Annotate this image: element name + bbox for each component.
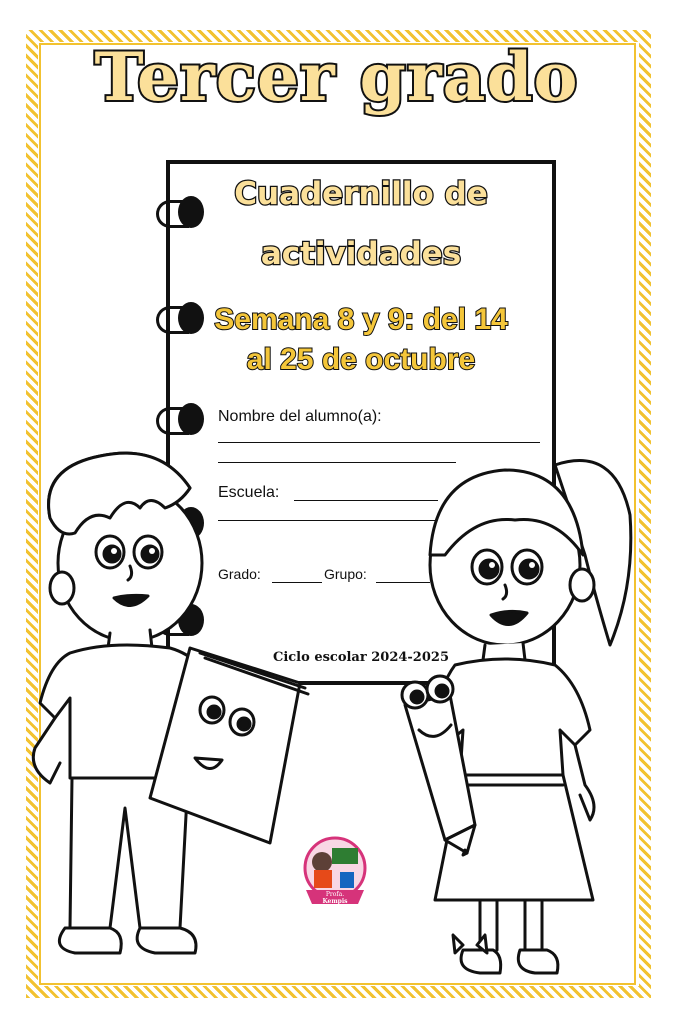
group-label: Grupo: [324, 566, 367, 582]
student-name-label: Nombre del alumno(a): [218, 408, 382, 425]
school-label: Escuela: [218, 484, 280, 501]
girl-illustration [385, 445, 645, 980]
student-name-line-1[interactable] [218, 442, 540, 443]
week-line2: al 25 de octubre [246, 343, 476, 376]
spiral-ring-1 [156, 196, 216, 230]
notebook-title-line2: actividades [260, 236, 462, 272]
spiral-ring-2 [156, 302, 216, 336]
boy-illustration [30, 448, 310, 978]
logo-line1: Profa. [325, 891, 345, 898]
school-cycle: Ciclo escolar 2024-2025 [272, 650, 449, 665]
week-line1: Semana 8 y 9: del 14 [214, 303, 508, 336]
logo-line2: Kempis [322, 898, 348, 905]
page-title: Tercer grado [94, 38, 579, 116]
notebook-title-line1: Cuadernillo de [234, 176, 488, 212]
spiral-ring-3 [156, 403, 216, 437]
grade-label: Grado: [218, 566, 261, 582]
teacher-logo [300, 832, 370, 912]
